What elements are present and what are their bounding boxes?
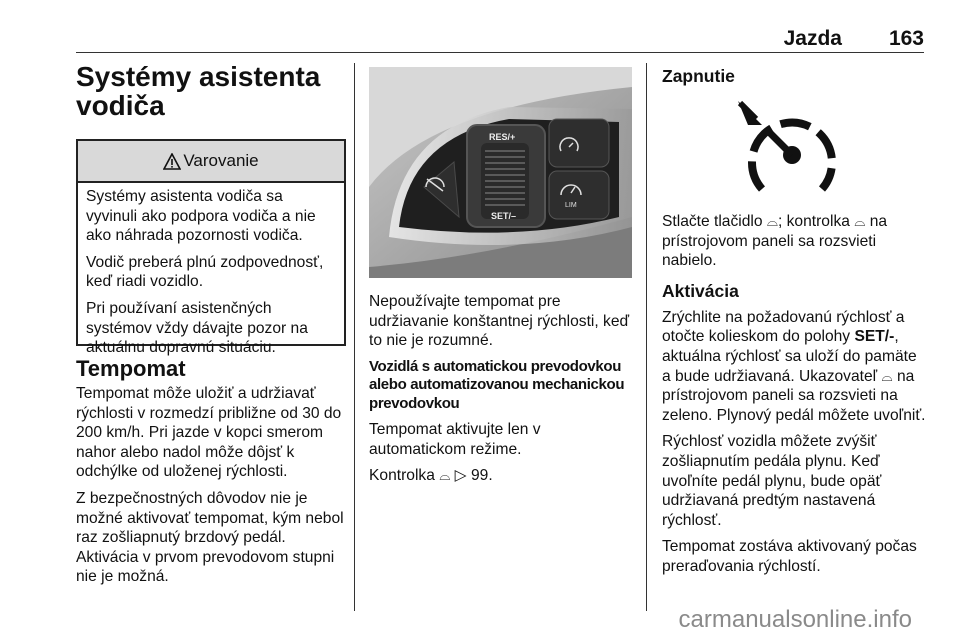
lim-label: LIM [565, 202, 577, 209]
activation-text-a: Zrýchlite na požadovanú rýchlosť a otočte kolieskom do polohy [662, 308, 905, 346]
cruise-lamp-icon: ⌓ [854, 213, 866, 229]
warning-paragraph: Vodič preberá plnú zodpovednosť, keď riadi vozidlo. [86, 253, 324, 291]
body-paragraph: Nepoužívajte tempomat pre udržiavanie konštantnej rýchlosti, keď to nie je rozumné. [369, 293, 630, 350]
body-paragraph: Tempomat môže uložiť a udržiavať rýchlosti v rozmedzí približne od 30 do 200 km/h. Pri jazde v kopci smerom nahor alebo nadol môže dôjsť k odchýlke od uloženej rýchlosti. [76, 385, 342, 481]
activation-text-b: , aktuálna rýchlosť sa uloží do pamäte a bude udržiavaná. Ukazovateľ [662, 328, 917, 385]
cruise-control-symbol-image [662, 93, 924, 203]
activation-text-c: na prístrojovom paneli sa rozsvieti na zeleno. Plynový pedál môžete uvoľniť. [662, 367, 926, 424]
column-divider-right [646, 63, 647, 611]
cruise-lamp-icon: ⌓ [881, 367, 893, 384]
column-divider-left [354, 63, 355, 611]
switch-on-text-a: Stlačte tlačidlo [662, 213, 763, 230]
warning-paragraph: Systémy asistenta vodiča sa vyvinuli ako podpora vodiča a nie ako náhrada pozornosti vodiča. [86, 188, 316, 245]
watermark: carmanualsonline.info [678, 606, 912, 633]
switch-on-paragraph [662, 212, 927, 271]
cruise-lamp-icon: ⌓ [439, 467, 451, 484]
res-label: RES/+ [489, 132, 516, 142]
subsection-title: Tempomat [76, 356, 186, 381]
section-title: Systémy asistenta vodiča [76, 61, 321, 121]
warning-box [76, 139, 346, 357]
header-divider [76, 52, 924, 53]
warning-triangle-icon [163, 153, 181, 170]
running-header-title: Jazda [783, 27, 842, 50]
page-number: 163 [888, 27, 924, 50]
body-paragraph: Tempomat aktivujte len v automatickom režime. [369, 421, 541, 458]
heading-switch-on: Zapnutie [662, 66, 735, 86]
set-label: SET/– [491, 211, 517, 221]
switch-on-text-c: na prístrojovom paneli sa rozsvieti nabielo. [662, 213, 888, 270]
switch-on-text-b: ; kontrolka [777, 213, 850, 230]
steering-wheel-controls-image [369, 67, 632, 278]
reference-paragraph [369, 466, 635, 486]
body-paragraph: Tempomat zostáva aktivovaný počas preraďovania rýchlostí. [662, 538, 917, 575]
transmission-note: Vozidlá s automatickou prevodovkou alebo automatizovanou mechanickou prevodovkou [369, 357, 625, 412]
cruise-button-icon: ⌓ [766, 213, 778, 229]
page-reference-icon: ▷ [454, 467, 467, 485]
body-paragraph: Z bezpečnostných dôvodov nie je možné aktivovať tempomat, kým nebol raz zošliapnutý brzdový pedál. Aktivácia v prvom prevodovom stupni nie je možná. [76, 489, 344, 586]
heading-activation: Aktivácia [662, 280, 739, 301]
set-position-label: SET/- [854, 328, 895, 346]
body-paragraph: Rýchlosť vozidla môžete zvýšiť zošliapnutím pedála plynu. Keď uvoľníte pedál plynu, bude opäť udržiavaná predtým nastavená rýchlosť. [662, 433, 882, 529]
reference-prefix: Kontrolka [369, 467, 435, 485]
reference-page: 99. [471, 467, 493, 485]
warning-header [78, 141, 344, 183]
warning-paragraph: Pri používaní asistenčných systémov vždy dávajte pozor na aktuálnu dopravnú situáciu. [86, 299, 308, 357]
cruise-control-symbol-icon [738, 101, 832, 189]
warning-heading: Varovanie [183, 151, 259, 170]
activation-paragraph [662, 308, 927, 426]
